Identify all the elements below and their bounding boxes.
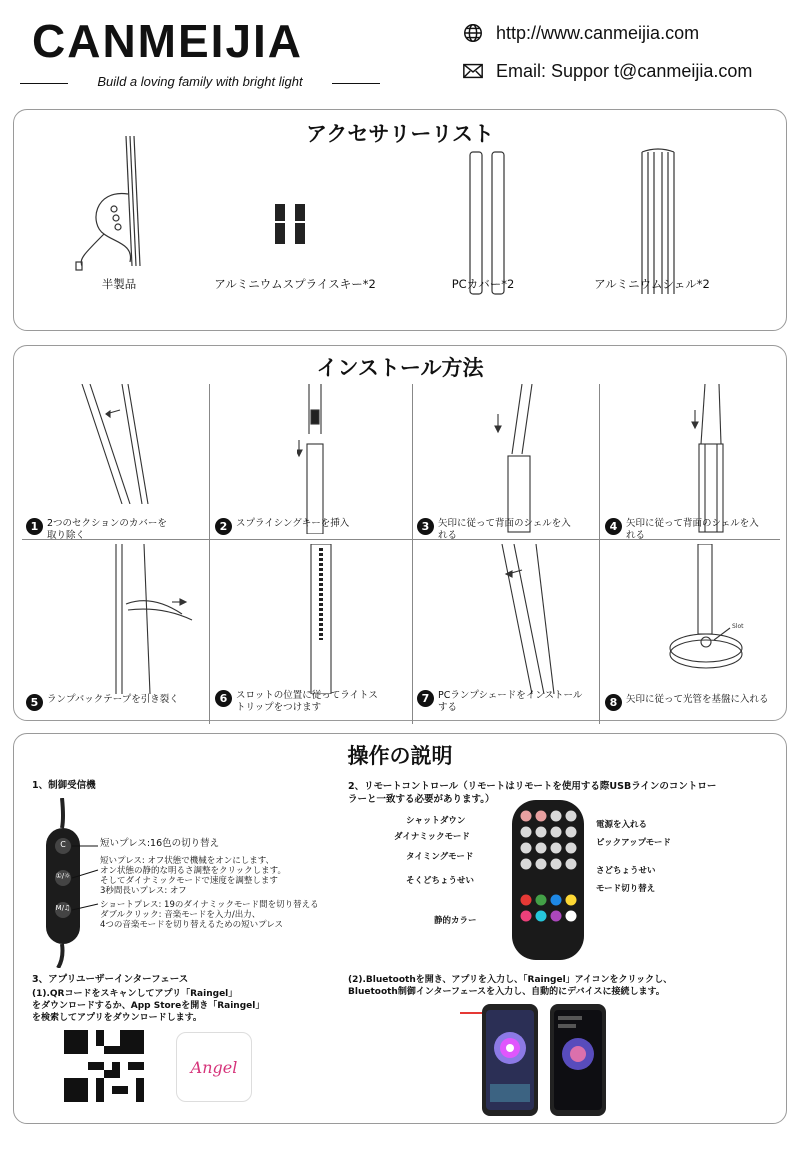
slot-label: Slot (732, 623, 744, 630)
remote-button[interactable] (536, 843, 547, 854)
step-text: スプライシングキーを挿入 (236, 518, 350, 529)
install-title: インストール方法 (316, 356, 484, 380)
remote-color-button[interactable] (521, 895, 532, 906)
controller-power-button: ①/☼ (55, 872, 71, 880)
remote-label-static: 静的カラー (434, 916, 477, 926)
splice-key-image (271, 200, 311, 250)
app-logo: Angel (176, 1032, 252, 1102)
accessory-panel (13, 109, 787, 331)
step-3 (417, 518, 597, 542)
step2-image (297, 384, 337, 534)
remote-color-button[interactable] (551, 895, 562, 906)
remote-label-brightness: さどちょうせい (596, 866, 656, 876)
step-text: 矢印に従って背面のシェルを入れる (438, 518, 571, 541)
remote-color-button[interactable] (521, 911, 532, 922)
step-text: PCランプシェードをインストールする (438, 690, 583, 713)
bluetooth-text: (2).Bluetoothを開き、アプリを入力し、「Raingel」アイコンをクリックし、 Bluetooth制御インターフェースを入力し、自動的にデバイスに接続します。 (348, 975, 673, 997)
step7-image (492, 544, 572, 694)
website-row (462, 22, 699, 44)
step-number: 6 (215, 690, 232, 707)
globe-icon (462, 22, 484, 44)
remote-button[interactable] (566, 859, 577, 870)
remote-label-dynamic: ダイナミックモード (394, 832, 470, 842)
remote-label-timing: タイミングモード (406, 852, 474, 862)
install-grid (22, 384, 780, 724)
step-text: 矢印に従って光管を基盤に入れる (626, 694, 769, 705)
remote-button[interactable] (536, 859, 547, 870)
remote-button[interactable] (551, 811, 562, 822)
remote-button[interactable] (566, 827, 577, 838)
remote-color-button[interactable] (566, 895, 577, 906)
remote-button[interactable] (536, 827, 547, 838)
remote-button[interactable] (551, 843, 562, 854)
remote-heading: 2、リモートコントロール（リモートはリモートを使用する際USBラインのコントロー ラーと一致する必要があります。） (348, 781, 717, 805)
remote-label-pickup: ピックアップモード (596, 838, 671, 848)
step-7 (417, 690, 597, 714)
accessory-label: アルミニウムスプライスキー*2 (214, 277, 376, 291)
website-link[interactable]: http://www.canmeijia.com (496, 22, 700, 43)
accessory-label: 半製品 (101, 277, 137, 291)
install-panel (13, 345, 787, 721)
controller-callouts (72, 838, 102, 928)
step-text: 2つのセクションのカバーを取り除く (47, 518, 167, 541)
step-5 (26, 694, 206, 711)
remote-button[interactable] (566, 843, 577, 854)
remote-button[interactable] (521, 827, 532, 838)
step-text: ランプバックテープを引き裂く (47, 694, 179, 705)
step-text: スロットの位置に従ってライトストリップをつけます (236, 690, 378, 713)
remote-label-speed: そくどちょうせい (406, 876, 475, 886)
controller-mode-button: M/♫ (55, 904, 71, 912)
remote-color-button[interactable] (536, 895, 547, 906)
step-number: 5 (26, 694, 43, 711)
step-6 (215, 690, 395, 714)
remote-color-button[interactable] (566, 911, 577, 922)
accessory-label: PCカバー*2 (451, 277, 515, 291)
controller-power-text: 短いプレス: オフ状態で機械をオンにします、 オン状態の静的な明るさ調整をクリックします。 そしてダイナミックモードで速度を調整します 3秒間長いプレス: オフ (100, 856, 286, 896)
remote-button[interactable] (521, 859, 532, 870)
remote-color-button[interactable] (536, 911, 547, 922)
step6-image (307, 544, 337, 694)
step-number: 3 (417, 518, 434, 535)
accessory-label: アルミニウムシェル*2 (594, 277, 710, 291)
step8-image (662, 544, 772, 694)
email-row (462, 60, 752, 82)
remote-button[interactable] (551, 827, 562, 838)
step-2 (215, 518, 395, 535)
remote-button[interactable] (551, 859, 562, 870)
step1-image (62, 384, 172, 504)
step-number: 2 (215, 518, 232, 535)
step-number: 8 (605, 694, 622, 711)
operation-panel (13, 733, 787, 1124)
controller-heading: 1、制御受信機 (32, 780, 96, 791)
remote-label-power-on: 電源を入れる (596, 820, 648, 830)
remote-color-button[interactable] (551, 911, 562, 922)
step-number: 1 (26, 518, 43, 535)
remote-button[interactable] (521, 843, 532, 854)
envelope-icon (462, 60, 484, 82)
brand-logo: CANMEIJIA (32, 15, 304, 67)
remote-label-shutdown: シャットダウン (406, 816, 466, 826)
email-link[interactable]: Email: Suppor t@canmeijia.com (496, 60, 753, 81)
operation-title: 操作の説明 (347, 744, 453, 768)
accessory-title: アクセサリーリスト (306, 122, 494, 146)
step-text: 矢印に従って背面のシェルを入れる (626, 518, 759, 541)
half-product-image (74, 134, 174, 274)
tagline: Build a loving family with bright light (20, 74, 380, 92)
phone-screen-image (548, 1004, 608, 1116)
controller-mode-text: ショートプレス: 19のダイナミックモード間を切り替える ダブルクリック: 音楽モードを入力/出力、 4つの音楽モードを切り替えるための短いプレス (100, 900, 319, 930)
step-8 (605, 694, 785, 711)
step-1 (26, 518, 206, 542)
step-number: 4 (605, 518, 622, 535)
remote-button[interactable] (536, 811, 547, 822)
remote-button[interactable] (566, 811, 577, 822)
app-text: (1).QRコードをスキャンしてアプリ「Raingel」 をダウンロードするか、App Storeを開き「Raingel」 を検索してアプリをダウンロードします。 (32, 989, 265, 1023)
step4-image (687, 384, 737, 534)
controller-c-button: C (60, 840, 66, 849)
controller-c-text: 短いプレス:16色の切り替え (100, 838, 220, 849)
remote-button[interactable] (521, 811, 532, 822)
remote-label-mode-switch: モード切り替え (596, 884, 656, 894)
remote-image (508, 800, 588, 960)
app-heading: 3、アプリユーザーインターフェース (32, 974, 189, 985)
step5-image (92, 544, 202, 694)
qr-code-image (64, 1030, 144, 1102)
phone-screen-image (480, 1004, 540, 1116)
step-number: 7 (417, 690, 434, 707)
step3-image (492, 384, 552, 534)
step-4 (605, 518, 785, 542)
